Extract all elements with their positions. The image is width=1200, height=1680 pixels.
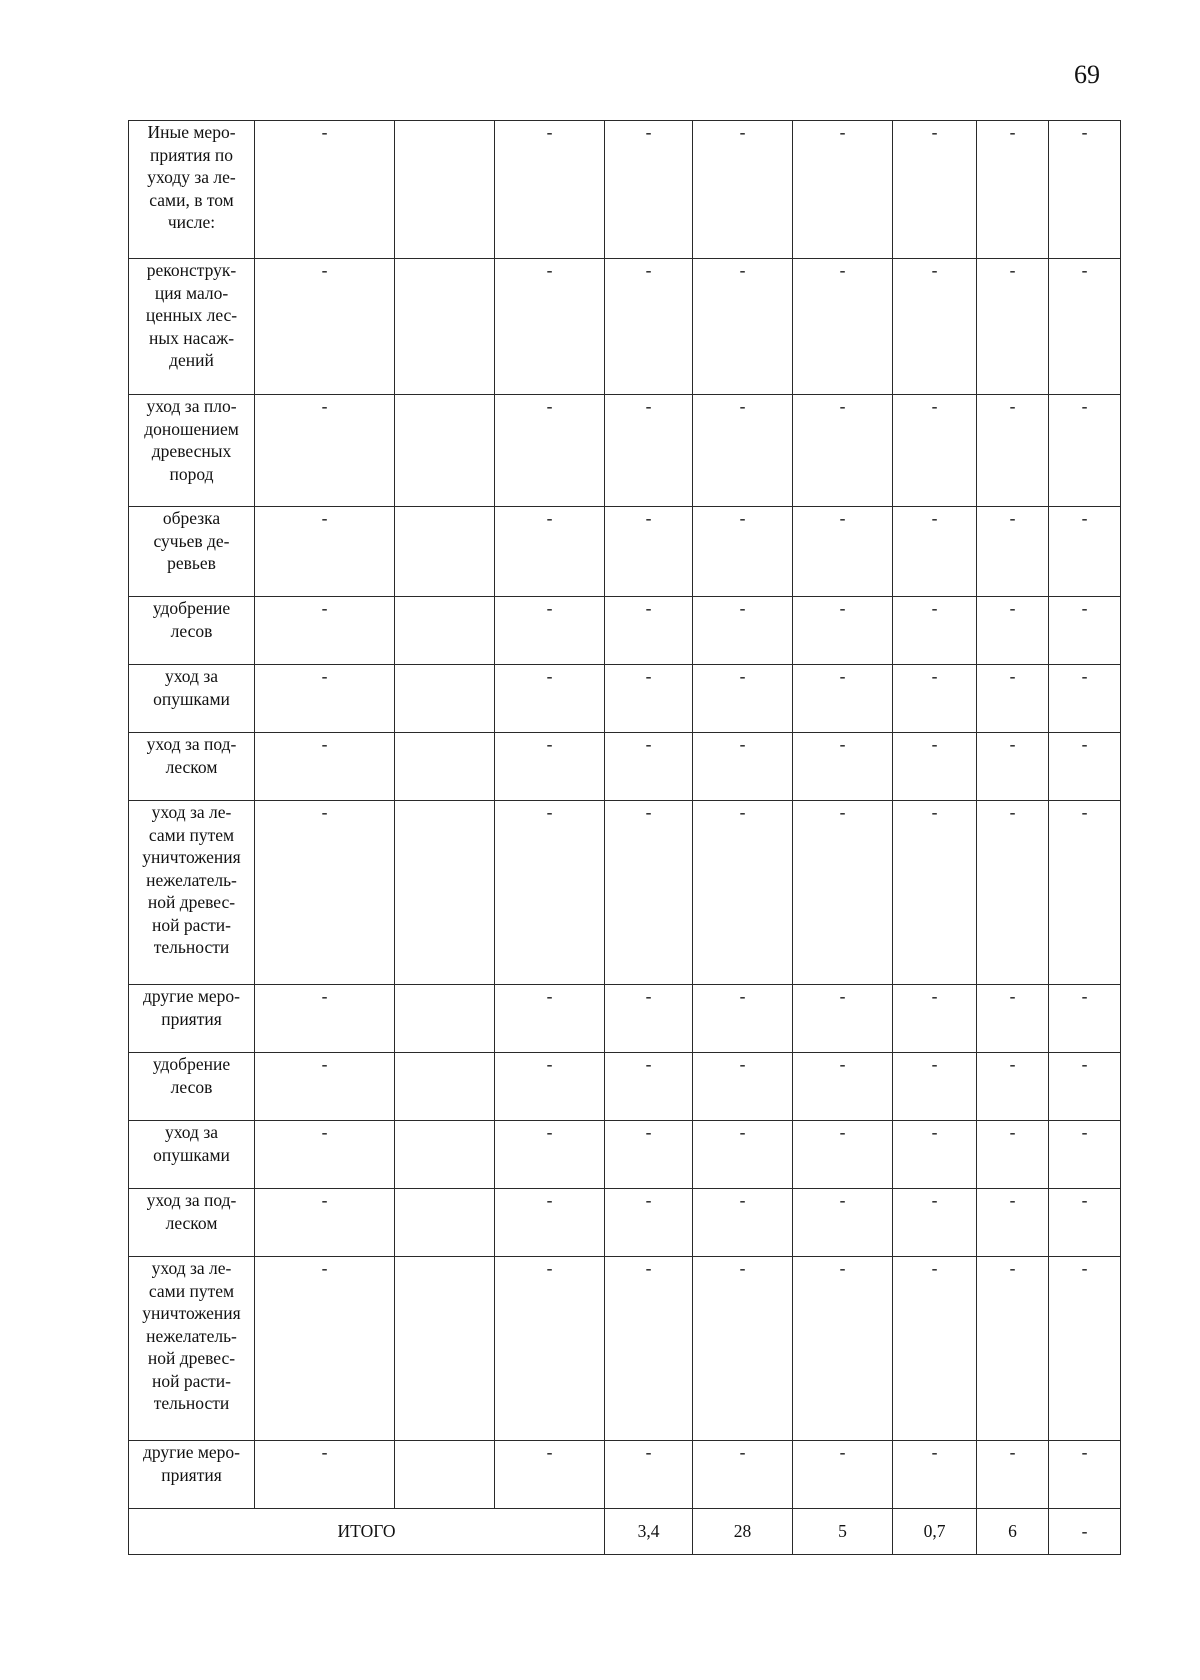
value-cell: - <box>793 1257 893 1441</box>
value-cell: - <box>255 665 395 733</box>
value-cell: - <box>793 121 893 259</box>
value-cell: - <box>977 507 1049 597</box>
row-label-cell <box>129 665 255 733</box>
value-cell: - <box>893 1053 977 1121</box>
row-label: уход за опушками <box>153 666 230 709</box>
value-cell: - <box>1049 1053 1121 1121</box>
value-cell: - <box>605 259 693 395</box>
value-cell: - <box>605 1257 693 1441</box>
value-cell <box>395 801 495 985</box>
row-label: удобрение лесов <box>152 1054 231 1097</box>
value-cell: - <box>693 121 793 259</box>
value-cell: - <box>1049 801 1121 985</box>
value-cell: - <box>495 507 605 597</box>
value-cell: - <box>977 1441 1049 1509</box>
value-cell: - <box>693 665 793 733</box>
value-cell: - <box>693 259 793 395</box>
value-cell: - <box>893 507 977 597</box>
table-row <box>129 733 1121 801</box>
value-cell: - <box>693 395 793 507</box>
row-label-cell <box>129 395 255 507</box>
value-cell: - <box>977 665 1049 733</box>
value-cell: - <box>793 1441 893 1509</box>
value-cell: - <box>693 1441 793 1509</box>
value-cell: - <box>255 507 395 597</box>
forest-care-table <box>128 120 1121 1555</box>
value-cell: - <box>893 665 977 733</box>
row-label-cell <box>129 1189 255 1257</box>
value-cell: - <box>255 121 395 259</box>
value-cell: - <box>693 1121 793 1189</box>
value-cell: - <box>893 121 977 259</box>
value-cell <box>395 395 495 507</box>
row-label-cell <box>129 1053 255 1121</box>
value-cell: - <box>977 733 1049 801</box>
value-cell: - <box>495 801 605 985</box>
value-cell: - <box>793 395 893 507</box>
value-cell: - <box>977 1189 1049 1257</box>
row-label-cell <box>129 801 255 985</box>
total-value-cell: 5 <box>793 1509 893 1555</box>
value-cell: - <box>605 1121 693 1189</box>
value-cell: - <box>255 1053 395 1121</box>
table-row <box>129 597 1121 665</box>
row-label-cell <box>129 1441 255 1509</box>
value-cell: - <box>893 597 977 665</box>
value-cell: - <box>605 985 693 1053</box>
value-cell: - <box>893 733 977 801</box>
value-cell: - <box>255 1121 395 1189</box>
value-cell: - <box>495 259 605 395</box>
table-row <box>129 1257 1121 1441</box>
value-cell: - <box>495 665 605 733</box>
value-cell: - <box>893 801 977 985</box>
value-cell: - <box>1049 1121 1121 1189</box>
value-cell: - <box>1049 1441 1121 1509</box>
value-cell: - <box>977 395 1049 507</box>
row-label-cell <box>129 1257 255 1441</box>
table-row <box>129 395 1121 507</box>
value-cell: - <box>255 395 395 507</box>
value-cell: - <box>1049 259 1121 395</box>
value-cell <box>395 985 495 1053</box>
value-cell: - <box>693 1189 793 1257</box>
value-cell: - <box>495 733 605 801</box>
value-cell <box>395 1053 495 1121</box>
value-cell: - <box>1049 121 1121 259</box>
value-cell: - <box>793 665 893 733</box>
value-cell: - <box>893 1121 977 1189</box>
row-label: другие меро- приятия <box>142 986 241 1029</box>
value-cell: - <box>693 597 793 665</box>
row-label: уход за пло- доношением древесных пород <box>144 396 239 484</box>
value-cell: - <box>495 1257 605 1441</box>
value-cell: - <box>495 395 605 507</box>
value-cell: - <box>977 259 1049 395</box>
total-value-cell: 6 <box>977 1509 1049 1555</box>
value-cell <box>395 259 495 395</box>
row-label: реконструк- ция мало- ценных лес- ных насаж- дений <box>145 260 238 370</box>
value-cell: - <box>255 801 395 985</box>
value-cell: - <box>605 507 693 597</box>
value-cell: - <box>893 1189 977 1257</box>
row-label-cell <box>129 259 255 395</box>
row-label: удобрение лесов <box>152 598 231 641</box>
value-cell <box>395 1121 495 1189</box>
value-cell: - <box>495 597 605 665</box>
value-cell: - <box>255 985 395 1053</box>
value-cell: - <box>1049 733 1121 801</box>
table-row <box>129 121 1121 259</box>
value-cell: - <box>693 507 793 597</box>
value-cell: - <box>495 1441 605 1509</box>
value-cell: - <box>793 1053 893 1121</box>
value-cell: - <box>893 1441 977 1509</box>
value-cell: - <box>977 985 1049 1053</box>
row-label-cell <box>129 733 255 801</box>
row-label: другие меро- приятия <box>142 1442 241 1485</box>
total-row <box>129 1509 1121 1555</box>
row-label: обрезка сучьев де- ревьев <box>153 508 230 573</box>
value-cell: - <box>693 733 793 801</box>
value-cell: - <box>1049 1189 1121 1257</box>
total-value-cell: 28 <box>693 1509 793 1555</box>
value-cell: - <box>793 507 893 597</box>
table-row <box>129 1053 1121 1121</box>
value-cell: - <box>605 1053 693 1121</box>
value-cell <box>395 733 495 801</box>
value-cell: - <box>977 1121 1049 1189</box>
value-cell: - <box>893 985 977 1053</box>
value-cell <box>395 597 495 665</box>
value-cell: - <box>1049 665 1121 733</box>
value-cell: - <box>793 259 893 395</box>
value-cell: - <box>693 801 793 985</box>
table-row <box>129 665 1121 733</box>
value-cell: - <box>693 1257 793 1441</box>
value-cell: - <box>495 985 605 1053</box>
row-label-cell <box>129 121 255 259</box>
value-cell <box>395 507 495 597</box>
value-cell: - <box>495 1189 605 1257</box>
value-cell: - <box>495 1121 605 1189</box>
value-cell: - <box>893 395 977 507</box>
value-cell: - <box>893 1257 977 1441</box>
value-cell: - <box>1049 985 1121 1053</box>
value-cell: - <box>693 1053 793 1121</box>
row-label: уход за под- леском <box>146 734 237 777</box>
value-cell: - <box>893 259 977 395</box>
value-cell <box>395 665 495 733</box>
value-cell: - <box>605 665 693 733</box>
row-label: уход за ле- сами путем уничтожения нежелатель- ной древес- ной расти- тельности <box>142 1258 241 1413</box>
table-row <box>129 985 1121 1053</box>
value-cell: - <box>977 121 1049 259</box>
value-cell: - <box>605 1189 693 1257</box>
page-number: 69 <box>1074 60 1100 89</box>
value-cell: - <box>1049 597 1121 665</box>
total-label: ИТОГО <box>129 1509 605 1555</box>
table-row <box>129 1121 1121 1189</box>
row-label: уход за под- леском <box>146 1190 237 1233</box>
table-row <box>129 259 1121 395</box>
value-cell: - <box>977 1257 1049 1441</box>
value-cell: - <box>255 1257 395 1441</box>
value-cell: - <box>255 1441 395 1509</box>
value-cell: - <box>793 733 893 801</box>
value-cell: - <box>793 1189 893 1257</box>
value-cell: - <box>1049 395 1121 507</box>
value-cell: - <box>1049 1257 1121 1441</box>
value-cell <box>395 1189 495 1257</box>
row-label-cell <box>129 507 255 597</box>
value-cell: - <box>605 395 693 507</box>
value-cell: - <box>605 597 693 665</box>
value-cell: - <box>255 1189 395 1257</box>
value-cell: - <box>495 1053 605 1121</box>
value-cell <box>395 1441 495 1509</box>
value-cell: - <box>605 801 693 985</box>
value-cell: - <box>793 1121 893 1189</box>
value-cell: - <box>793 801 893 985</box>
value-cell: - <box>255 733 395 801</box>
row-label-cell <box>129 985 255 1053</box>
row-label: уход за опушками <box>153 1122 230 1165</box>
value-cell: - <box>1049 507 1121 597</box>
total-value-cell: - <box>1049 1509 1121 1555</box>
value-cell <box>395 1257 495 1441</box>
table-row <box>129 1441 1121 1509</box>
row-label-cell <box>129 597 255 665</box>
value-cell: - <box>495 121 605 259</box>
row-label: Иные меро- приятия по уходу за ле- сами, в том числе: <box>147 122 236 232</box>
value-cell: - <box>793 985 893 1053</box>
value-cell <box>395 121 495 259</box>
value-cell: - <box>793 597 893 665</box>
value-cell: - <box>255 259 395 395</box>
value-cell: - <box>977 1053 1049 1121</box>
value-cell: - <box>605 121 693 259</box>
total-value-cell: 3,4 <box>605 1509 693 1555</box>
value-cell: - <box>693 985 793 1053</box>
value-cell: - <box>605 733 693 801</box>
value-cell: - <box>977 801 1049 985</box>
value-cell: - <box>977 597 1049 665</box>
table-row <box>129 801 1121 985</box>
row-label-cell <box>129 1121 255 1189</box>
table-row <box>129 1189 1121 1257</box>
total-value-cell: 0,7 <box>893 1509 977 1555</box>
row-label: уход за ле- сами путем уничтожения нежелатель- ной древес- ной расти- тельности <box>142 802 241 957</box>
value-cell: - <box>605 1441 693 1509</box>
table-row <box>129 507 1121 597</box>
value-cell: - <box>255 597 395 665</box>
